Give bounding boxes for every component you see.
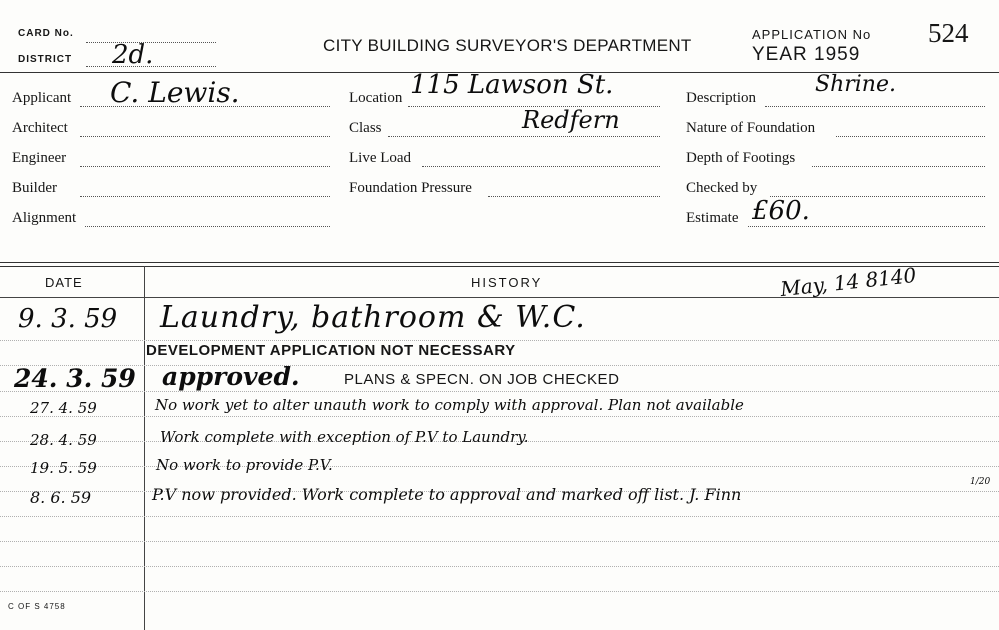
- nature-of-foundation-label: Nature of Foundation: [686, 120, 816, 136]
- depth-of-footings-label: Depth of Footings: [686, 150, 796, 166]
- application-label: APPLICATION No: [752, 27, 872, 42]
- applicant-value: C. Lewis.: [110, 76, 240, 109]
- description-value: Shrine.: [815, 72, 896, 97]
- estimate-value: £60.: [752, 196, 810, 226]
- table-top-rule-2: [0, 266, 999, 267]
- engineer-label: Engineer: [12, 150, 67, 166]
- history-stamp: DEVELOPMENT APPLICATION NOT NECESSARY: [146, 342, 516, 359]
- class-label: Class: [349, 120, 382, 136]
- history-date: 9. 3. 59: [18, 304, 118, 334]
- history-date: 19. 5. 59: [30, 459, 97, 477]
- row-rule: [0, 365, 999, 366]
- location-value-2: Redfern: [522, 106, 620, 134]
- estimate-line: [748, 226, 985, 227]
- estimate-label: Estimate: [686, 210, 739, 226]
- history-entry: Laundry, bathroom & W.C.: [160, 300, 586, 335]
- row-rule: [0, 541, 999, 542]
- card-no-label: CARD No.: [18, 28, 74, 39]
- history-entry: Work complete with exception of P.V to Laundry.: [160, 428, 529, 446]
- row-rule: [0, 466, 999, 467]
- history-entry: P.V now provided. Work complete to approval and marked off list. J. Finn: [152, 485, 742, 504]
- table-top-rule-1: [0, 262, 999, 263]
- form-code: C OF S 4758: [8, 602, 66, 611]
- row-rule: [0, 516, 999, 517]
- description-line: [765, 106, 985, 107]
- foundation-pressure-label: Foundation Pressure: [349, 180, 472, 196]
- history-superscript: 1/20: [970, 477, 991, 487]
- row-rule: [0, 340, 999, 341]
- foundation-pressure-line: [488, 196, 660, 197]
- history-date: 8. 6. 59: [30, 488, 92, 507]
- history-stamp: PLANS & SPECN. ON JOB CHECKED: [344, 371, 620, 388]
- year-label: YEAR 1959: [752, 44, 861, 65]
- checked-by-label: Checked by: [686, 180, 758, 196]
- engineer-line: [80, 166, 330, 167]
- history-date: 24. 3. 59: [14, 364, 136, 393]
- nature-line: [836, 136, 985, 137]
- header-bottom-rule: [0, 297, 999, 298]
- history-entry: No work to provide P.V.: [156, 456, 333, 474]
- live-load-label: Live Load: [349, 150, 412, 166]
- builder-line: [80, 196, 330, 197]
- live-load-line: [422, 166, 660, 167]
- row-rule: [0, 391, 999, 392]
- architect-line: [80, 136, 330, 137]
- location-label: Location: [349, 90, 403, 106]
- history-date: 27. 4. 59: [30, 399, 97, 417]
- application-number: 524: [928, 18, 969, 48]
- applicant-label: Applicant: [12, 90, 72, 106]
- district-value: 2d.: [112, 40, 154, 70]
- class-line: [388, 136, 660, 137]
- history-header: HISTORY: [471, 275, 543, 290]
- history-entry: approved.: [162, 362, 300, 391]
- date-column-divider: [144, 266, 145, 630]
- row-rule: [0, 416, 999, 417]
- department-title: CITY BUILDING SURVEYOR'S DEPARTMENT: [323, 36, 692, 55]
- history-entry: No work yet to alter unauth work to comply with approval. Plan not available: [155, 396, 744, 414]
- history-date: 28. 4. 59: [30, 431, 97, 449]
- location-value: 115 Lawson St.: [410, 70, 614, 100]
- corner-note: May, 14 8140: [779, 262, 918, 302]
- alignment-label: Alignment: [12, 210, 77, 226]
- description-label: Description: [686, 90, 756, 106]
- depth-line: [812, 166, 985, 167]
- builder-label: Builder: [12, 180, 57, 196]
- date-header: DATE: [45, 275, 83, 290]
- district-label: DISTRICT: [18, 54, 73, 65]
- row-rule: [0, 591, 999, 592]
- alignment-line: [85, 226, 330, 227]
- row-rule: [0, 566, 999, 567]
- architect-label: Architect: [12, 120, 68, 136]
